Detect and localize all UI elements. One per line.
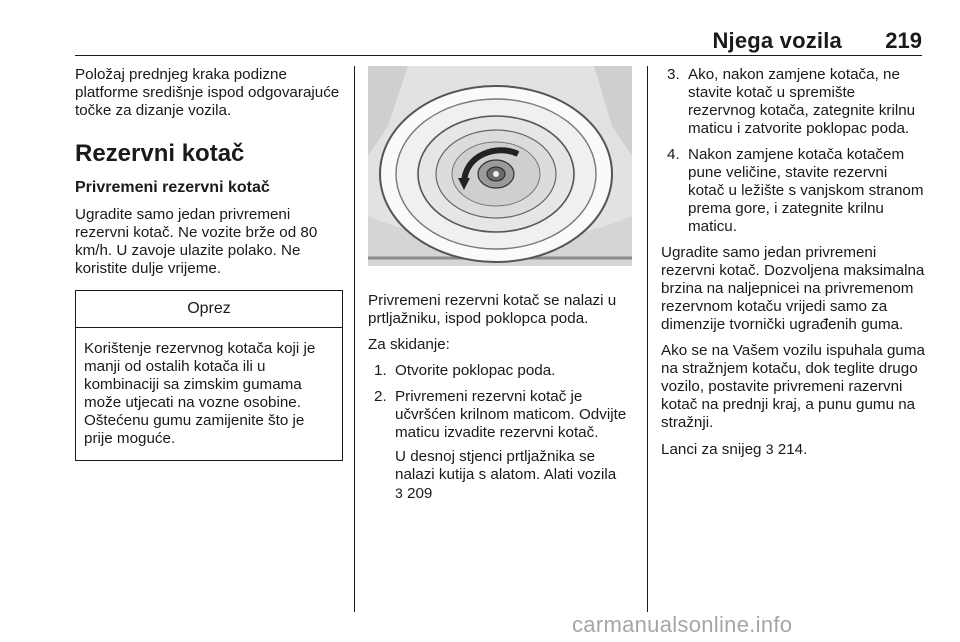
column-divider-2 (647, 66, 648, 612)
subsection-title: Privremeni rezervni kotač (75, 179, 270, 196)
snow-chains-reference: Lanci za snijeg 3 214. (661, 441, 808, 458)
step-2: 2. Privremeni rezervni kotač je učvršćen krilnom maticom. Odvijte maticu izvadite rezervni kotač. U desnoj stjenci prtljažnika se nalazi kutija s alatom. Alati vozila 3 209 (368, 388, 636, 503)
figure-caption: Privremeni rezervni kotač se nalazi u prtljažniku, ispod poklopca poda. (368, 292, 617, 327)
column-divider-1 (354, 66, 355, 612)
step-2-toolbox-note: U desnoj stjenci prtljažnika se nalazi kutija s alatom. Alati vozila 3 209 (395, 448, 617, 502)
removal-intro: Za skidanje: (368, 336, 450, 353)
removal-steps (368, 362, 636, 503)
column-3 (661, 66, 926, 467)
caution-box (75, 290, 343, 461)
intro-paragraph: Položaj prednjeg kraka podizne platforme središnje ispod odgovarajuće točke za dizanje vozila. (75, 66, 340, 119)
caution-title: Oprez (76, 291, 342, 328)
cross-reference-page[interactable]: 209 (407, 485, 433, 502)
cross-reference-page[interactable]: 214. (777, 441, 808, 458)
cross-reference-icon: 3 (765, 441, 774, 457)
header-rule (75, 55, 922, 56)
watermark: carmanualsonline.info (572, 612, 793, 637)
cross-reference-icon: 3 (395, 485, 403, 501)
caution-text: Korištenje rezervnog kotača koji je manji od ostalih kotača ili u kombinaciji sa zimskim gumama može utjecati na vozne osobine. Oštećenu gumu zamijenite što je prije moguće. (84, 340, 316, 447)
spare-wheel-illustration (368, 66, 632, 278)
step-1: 1. Otvorite poklopac poda. (374, 362, 556, 379)
section-title: Rezervni kotač (75, 140, 245, 167)
page-number: 219 (885, 28, 922, 53)
column-1 (75, 66, 343, 461)
rear-tyre-paragraph: Ako se na Vašem vozilu ispuhala guma na stražnjem kotaču, dok teglite drugo vozilo, postavite privremeni razervni kotač na prednji kraj, a punu gumu na stražnji. (661, 342, 925, 431)
step-4: 4. Nakon zamjene kotača kotačem pune veličine, stavite rezervni kotač u ležište s vanjskom stranom prema gore, i zategnite krilnu maticu. (667, 146, 924, 235)
spare-wheel-paragraph: Ugradite samo jedan privremeni rezervni kotač. Ne vozite brže od 80 km/h. U zavoje ulazite polako. Ne koristite dulje vrijeme. (75, 206, 318, 277)
step-3: 3. Ako, nakon zamjene kotača, ne stavite kotač u spremište rezervnog kotača, zategnite krilnu maticu i zatvorite poklopac poda. (667, 66, 916, 137)
removal-steps-continued (661, 66, 926, 236)
page-header-title: Njega vozila (712, 28, 842, 53)
column-2 (368, 292, 636, 511)
speed-limit-paragraph: Ugradite samo jedan privremeni rezervni kotač. Dozvoljena maksimalna brzina na naljepnicei na privremenom rezervnom kotaču vrijedi samo za dimenzije tvornički ugrađenih guma. (661, 244, 925, 333)
